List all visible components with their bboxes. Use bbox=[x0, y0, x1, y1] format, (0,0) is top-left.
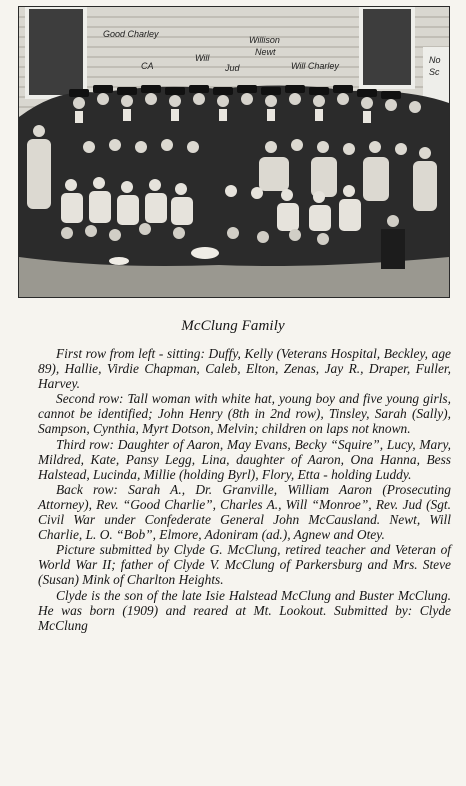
handwriting-8: No bbox=[429, 55, 441, 65]
submitter-paragraph: Picture submitted by Clyde G. McClung, retired teacher and Veteran of World War II; father of Clyde V. McClung of Parkersburg and Mrs. Steve (Susan) Mink of Charlton Heights. bbox=[38, 542, 451, 588]
handwriting-9: Sc bbox=[429, 67, 440, 77]
biography-paragraph: Clyde is the son of the late Isie Halstead McClung and Buster McClung. He was born (1909) and reared at Mt. Lookout. Submitted by: Clyde McClung bbox=[38, 587, 451, 633]
right-window bbox=[361, 7, 413, 87]
handwriting-2: Willison bbox=[249, 35, 280, 45]
family-photograph bbox=[18, 6, 450, 298]
handwriting-5: Will bbox=[195, 53, 210, 63]
handwriting-4: CA bbox=[141, 61, 154, 71]
handwriting-1: Good Charley bbox=[103, 29, 159, 39]
left-window bbox=[27, 7, 85, 97]
second-row-paragraph: Second row: Tall woman with white hat, young boy and five young girls, cannot be identified; John Henry (8th in 2nd row), Tinsley, Sarah (Sally), Sampson, Cynthia, Myrt Dotson, Melvin; children on laps not known. bbox=[38, 391, 451, 437]
photo-caption: McClung Family bbox=[181, 318, 285, 334]
third-row-paragraph: Third row: Daughter of Aaron, May Evans, Becky “Squire”, Lucy, Mary, Mildred, Kate, Pansy Legg, Lina, daughter of Aaron, Ona Hanna, Bess Halstead, Lucinda, Millie (holding Byrl), Flory, Etta - holding Luddy. bbox=[38, 436, 451, 482]
back-row-paragraph: Back row: Sarah A., Dr. Granville, William Aaron (Prosecuting Attorney), Rev. “Good Charlie”, Charles A., Will “Monroe”, Rev. Jud (Sgt. Civil War under Confederate General John McCausland. Newt, Will Charlie, L. O. “Bob”, Elmore, Adoniram (ad.), Agnew and Otey. bbox=[38, 481, 451, 543]
handwriting-6: Jud bbox=[225, 63, 240, 73]
handwriting-3: Newt bbox=[255, 47, 276, 57]
photo-illustration bbox=[19, 7, 449, 297]
handwriting-7: Will Charley bbox=[291, 61, 339, 71]
caption-body bbox=[38, 346, 451, 633]
first-row-paragraph: First row from left - sitting: Duffy, Kelly (Veterans Hospital, Beckley, age 89), Hallie, Virdie Chapman, Caleb, Elton, Zenas, Jay R., Draper, Fuller, Harvey. bbox=[38, 346, 451, 392]
standing-man-right bbox=[381, 229, 405, 269]
